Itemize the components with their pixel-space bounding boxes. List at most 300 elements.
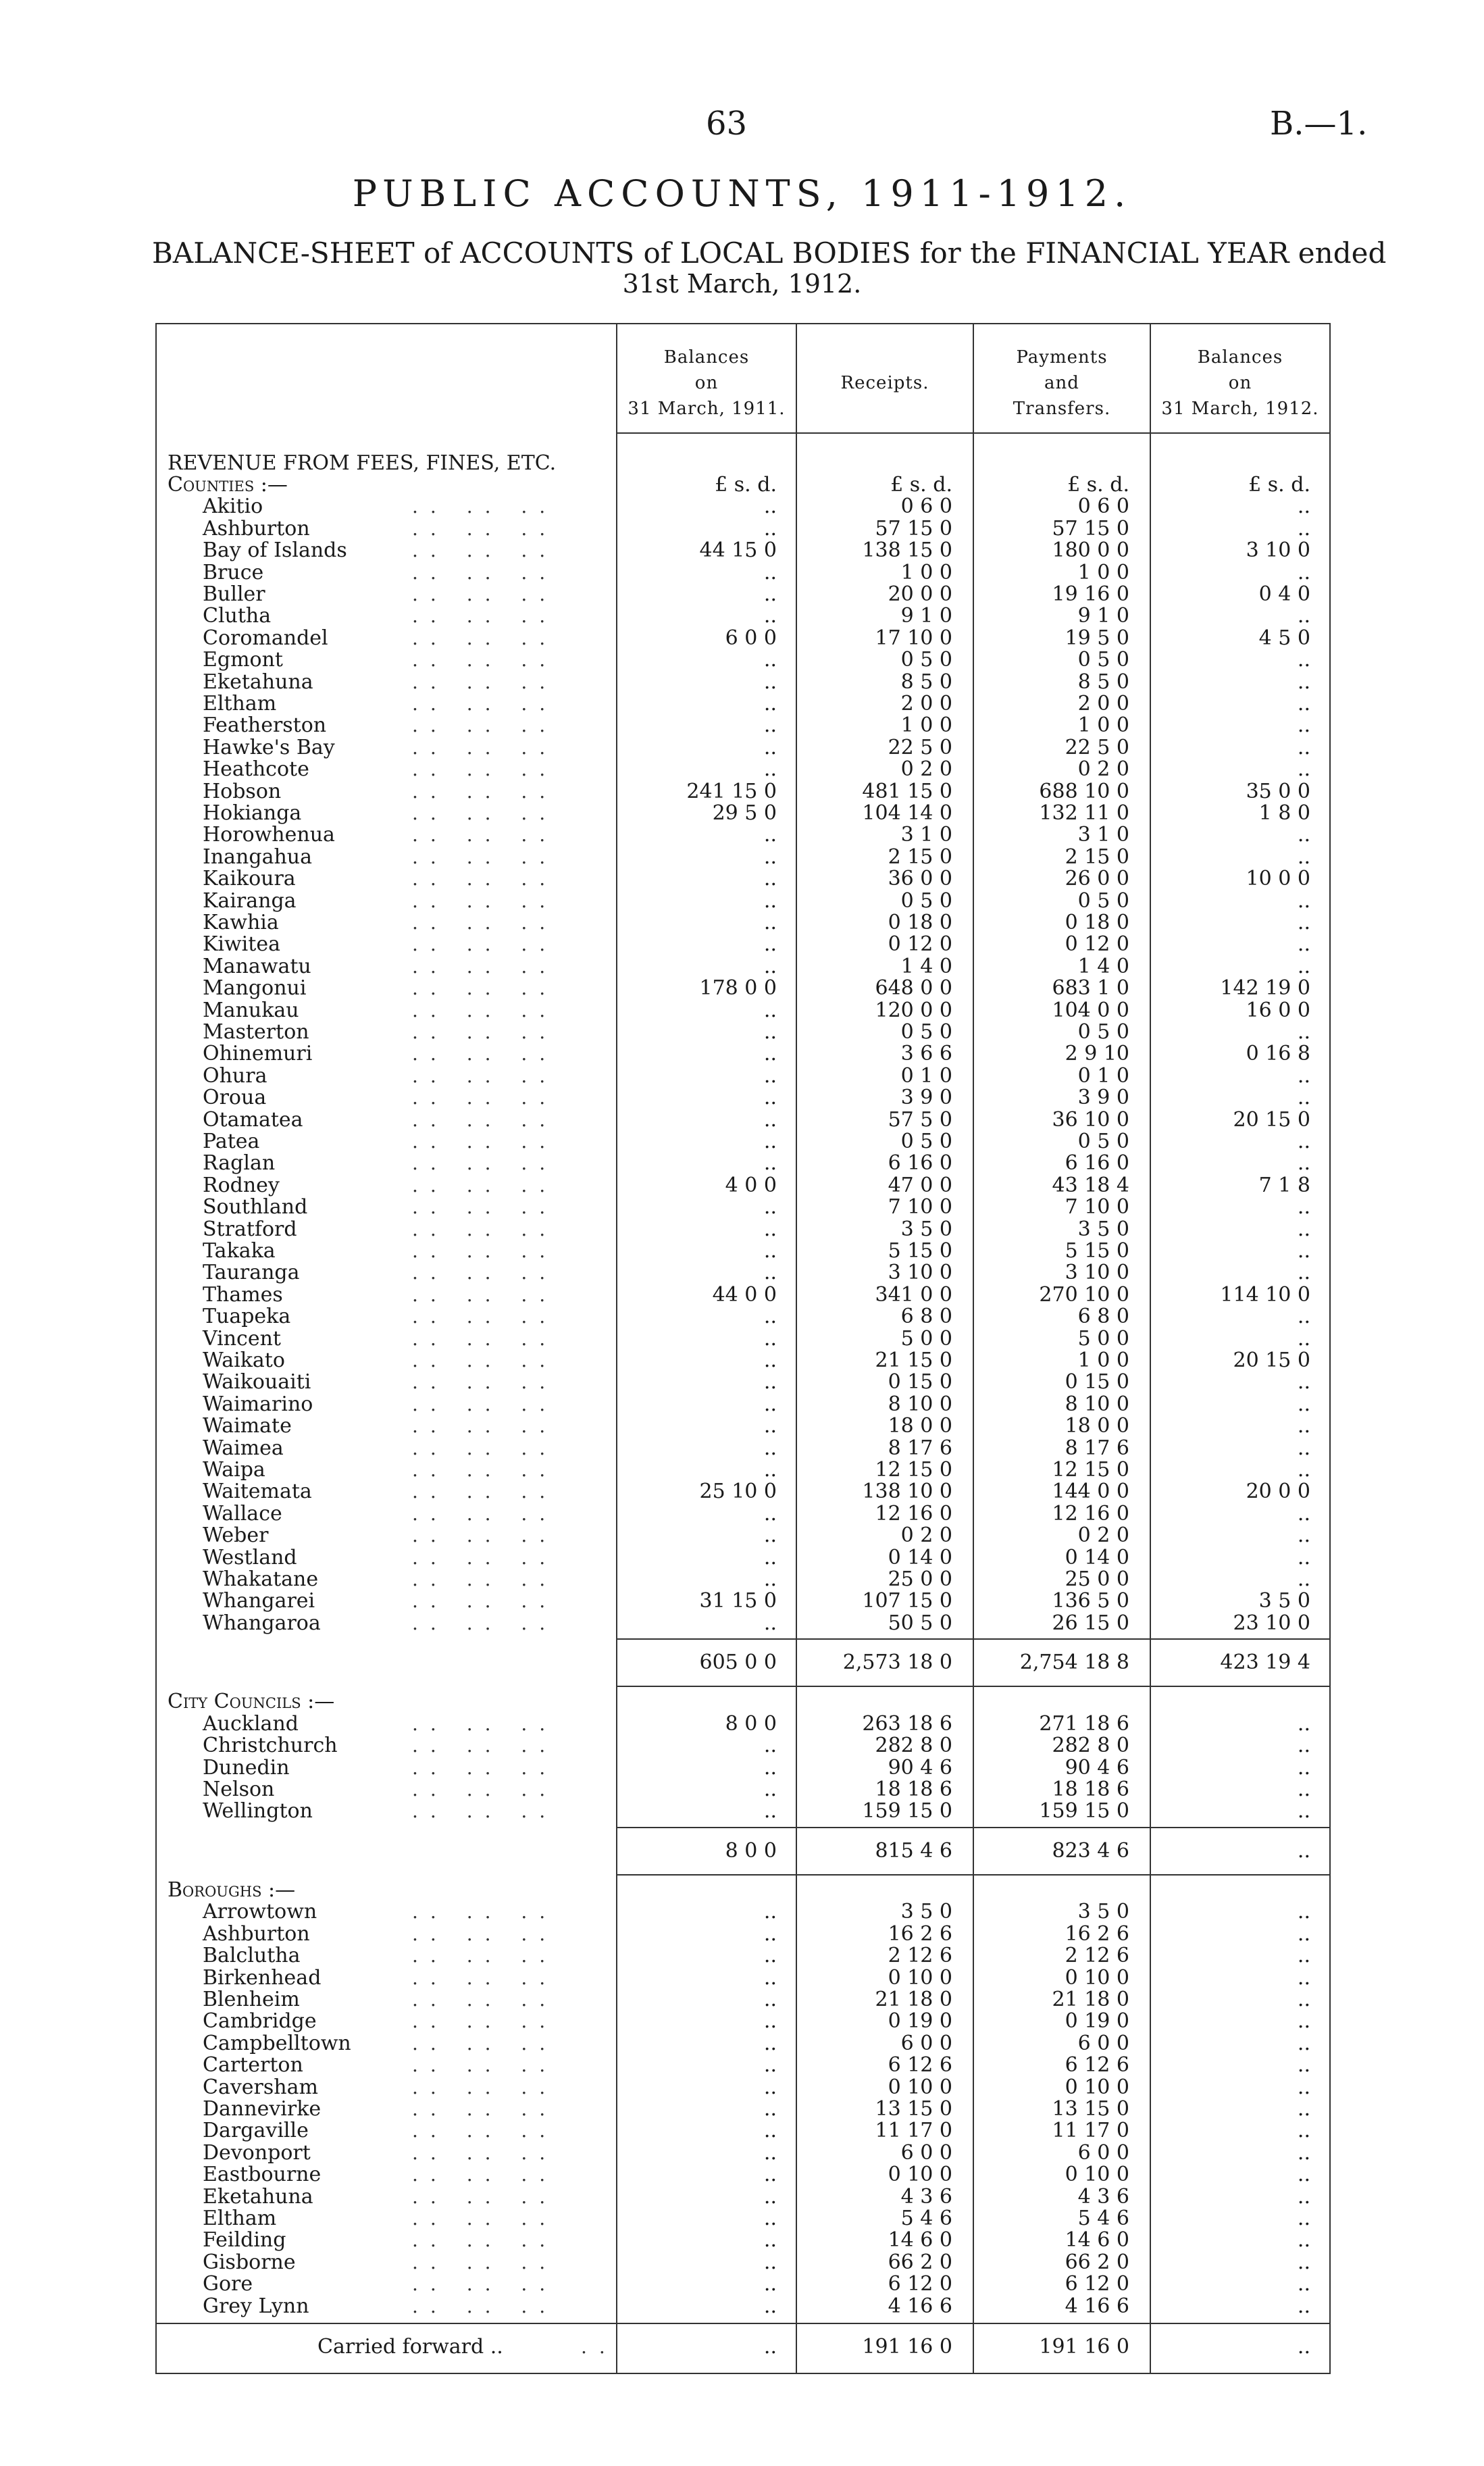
cell-pay: 3 10 0 [1065,1261,1129,1284]
cell-rec: 6 12 6 [888,2053,952,2077]
currency-header: £ s. d. [715,473,777,497]
column-rule-2 [796,323,797,2374]
leader-dots: .. .. .. [412,1261,558,1284]
cell-b12: .. [1297,1151,1310,1175]
carried-rule [155,2323,1331,2324]
cell-pay: 0 19 0 [1065,2009,1129,2033]
leader-dots: .. .. .. [412,1944,558,1967]
cell-pay: 9 1 0 [1077,604,1129,628]
table-row-name: Eltham [203,692,277,715]
cell-rec: 3 5 0 [900,1900,952,1923]
cell-b11: .. [763,1130,777,1153]
cell-pay: 57 15 0 [1052,517,1129,540]
cell-rec: 2 12 6 [888,1944,952,1967]
table-row-name: Kiwitea [203,932,280,956]
cell-b11: .. [763,1988,777,2011]
table-row-name: Arrowtown [203,1900,317,1923]
cell-rec: 341 0 0 [875,1283,952,1307]
cell-b11: 241 15 0 [686,780,777,803]
cell-pay: 6 12 0 [1065,2272,1129,2296]
table-row-name: Raglan [203,1151,276,1175]
cell-rec: 47 0 0 [888,1174,952,1197]
cell-pay: 2 0 0 [1077,692,1129,715]
cell-rec: 0 1 0 [900,1064,952,1088]
cell-b12: 20 0 0 [1246,1480,1310,1503]
cell-b11: .. [763,495,777,518]
cell-b11: 44 0 0 [712,1283,777,1307]
cell-rec: 0 18 0 [888,911,952,934]
cell-b12: .. [1297,1458,1310,1482]
cell-pay: 13 15 0 [1052,2097,1129,2121]
cell-rec: 0 19 0 [888,2009,952,2033]
table-row-name: Dunedin [203,1756,290,1780]
cell-rec: 648 0 0 [875,976,952,1000]
table-row-name: Bay of Islands [203,538,347,562]
cell-b12: .. [1297,1546,1310,1569]
cell-rec: 3 10 0 [888,1261,952,1284]
table-row-name: Westland [203,1546,297,1569]
cell-b11: .. [763,1217,777,1241]
cell-b12: 114 10 0 [1220,1283,1310,1307]
cell-rec: 3 6 6 [900,1042,952,1065]
leader-dots: .. .. .. [412,2098,558,2120]
cell-b11: .. [763,955,777,978]
cell-pay: 6 0 0 [1077,2141,1129,2165]
cell-b12: 23 10 0 [1233,1611,1310,1635]
cell-rec: 4 16 6 [888,2294,952,2318]
cell-pay: 8 10 0 [1065,1392,1129,1416]
cell-b12: .. [1297,1086,1310,1109]
cell-b12: .. [1297,1436,1310,1460]
cell-b11: .. [763,713,777,737]
cell-pay: 1 0 0 [1077,1349,1129,1372]
cell-b12: .. [1297,713,1310,737]
leader-dots: .. .. .. [412,736,558,759]
header-line: Balances [663,347,750,368]
cell-b11: .. [763,999,777,1022]
cell-rec: 12 15 0 [875,1458,952,1482]
cell-b11: .. [763,2141,777,2165]
cell-b12: .. [1297,561,1310,584]
table-row-name: Eastbourne [203,2163,322,2186]
header-line: 31 March, 1911. [628,399,786,419]
cell-b11: .. [763,1436,777,1460]
cell-b12: .. [1297,1756,1310,1780]
group-heading: Boroughs :— [168,1878,296,1902]
cell-pay: 6 12 6 [1065,2053,1129,2077]
cell-rec: 0 2 0 [900,1524,952,1547]
cell-b12: .. [1297,2207,1310,2230]
cell-pay: 270 10 0 [1039,1283,1129,1307]
cell-b11: .. [763,2207,777,2230]
header-line: Payments [1016,347,1108,368]
cell-b12: .. [1297,932,1310,956]
table-row-name: Horowhenua [203,823,335,847]
leader-dots: .. .. .. [412,1568,558,1590]
table-row-name: Caversham [203,2075,318,2099]
cell-b11: .. [763,1734,777,1757]
leader-dots: .. .. .. [412,1305,558,1328]
cell-rec: 0 5 0 [900,648,952,672]
cell-rec: 1 0 0 [900,713,952,737]
currency-header: £ s. d. [890,473,952,497]
table-row-name: Cambridge [203,2009,317,2033]
cell-b12: 3 5 0 [1258,1589,1310,1613]
leader-dots: .. .. .. [412,1901,558,1923]
table-row-name: Tuapeka [203,1305,291,1328]
table-row-name: Kawhia [203,911,279,934]
table-row-name: Takaka [203,1239,276,1263]
leader-dots: .. .. .. [412,1967,558,1989]
leader-dots: .. .. .. [412,649,558,671]
leader-dots: .. .. .. [412,2010,558,2032]
table-row-name: Bruce [203,561,264,584]
cell-b12: .. [1297,2250,1310,2274]
cell-b12: .. [1297,1799,1310,1823]
subtitle-line-2: 31st March, 1912. [622,269,862,299]
cell-b11: 605 0 0 [699,1651,777,1674]
currency-header: £ s. d. [1067,473,1129,497]
cell-b11: 31 15 0 [699,1589,777,1613]
cell-rec: 1 0 0 [900,561,952,584]
table-row-name: Stratford [203,1217,297,1241]
cell-rec: 8 10 0 [888,1392,952,1416]
cell-rec: 0 10 0 [888,1966,952,1990]
table-row-name: Rodney [203,1174,280,1197]
subtotal-rule-lower [616,1686,1331,1687]
table-row-name: Waimarino [203,1392,313,1416]
table-row-name: Tauranga [203,1261,300,1284]
leader-dots: .. .. .. [412,1437,558,1459]
cell-b11: .. [763,648,777,672]
cell-b12: .. [1297,1195,1310,1219]
leader-dots: .. .. .. [412,1590,558,1612]
cell-b11: .. [763,1524,777,1547]
leader-dots: .. .. .. [412,1546,558,1569]
header-line: on [694,373,719,393]
cell-b12: .. [1297,1712,1310,1736]
cell-b11: .. [763,1305,777,1328]
table-row-name: Grey Lynn [203,2294,309,2318]
cell-b11: .. [763,1611,777,1635]
cell-b12: .. [1297,1524,1310,1547]
header-rule [616,432,1331,434]
cell-pay: 43 18 4 [1052,1174,1129,1197]
leader-dots: .. .. .. [412,2163,558,2186]
cell-b12: 0 16 8 [1246,1042,1310,1065]
cell-pay: 18 18 6 [1052,1778,1129,1801]
leader-dots: .. .. .. [412,2273,558,2295]
cell-pay: 0 2 0 [1077,757,1129,781]
table-row-name: Egmont [203,648,283,672]
cell-pay: 2 15 0 [1065,845,1129,869]
table-row-name: Wellington [203,1799,313,1823]
leader-dots: .. .. .. [412,802,558,824]
column-rule-1 [616,323,617,2374]
cell-b11: .. [763,670,777,694]
table-row-name: Wallace [203,1502,282,1526]
cell-rec: 5 4 6 [900,2207,952,2230]
cell-pay: 0 5 0 [1077,1130,1129,1153]
cell-b11: .. [763,692,777,715]
cell-pay: 6 0 0 [1077,2032,1129,2055]
cell-b11: .. [763,604,777,628]
table-row-name: Eketahuna [203,2185,313,2209]
cell-pay: 36 10 0 [1052,1108,1129,1132]
cell-b12: .. [1297,1020,1310,1044]
table-row-name: Eketahuna [203,670,313,694]
cell-pay: 683 1 0 [1052,976,1129,1000]
column-rule-3 [973,323,974,2374]
cell-pay: 1 0 0 [1077,561,1129,584]
header-line: 31 March, 1912. [1161,399,1319,419]
cell-b12: .. [1297,1261,1310,1284]
leader-dots: .. .. .. [412,955,558,978]
cell-b12: .. [1297,1217,1310,1241]
cell-b12: .. [1297,1900,1310,1923]
leader-dots: .. .. .. [412,867,558,890]
cell-pay: 0 14 0 [1065,1546,1129,1569]
leader-dots: .. .. .. [412,1109,558,1131]
cell-rec: 22 5 0 [888,736,952,759]
cell-rec: 191 16 0 [862,2335,952,2359]
cell-rec: 0 12 0 [888,932,952,956]
cell-b11: .. [763,2250,777,2274]
table-row-name: Manawatu [203,955,311,978]
leader-dots: .. .. .. [412,2054,558,2076]
cell-rec: 57 15 0 [875,517,952,540]
leader-dots: .. .. .. [412,911,558,934]
cell-b12: .. [1297,648,1310,672]
leader-dots: .. .. .. [412,1800,558,1822]
column-header-balances-1911 [617,345,796,422]
table-row-name: Hawke's Bay [203,736,335,759]
cell-b12: .. [1297,2075,1310,2099]
cell-b12: .. [1297,911,1310,934]
cell-pay: 2 12 6 [1065,1944,1129,1967]
table-row-name: Inangahua [203,845,312,869]
leader-dots: .. .. .. [412,1778,558,1801]
leader-dots: .. .. .. [412,671,558,693]
cell-rec: 4 3 6 [900,2185,952,2209]
cell-pay: 0 2 0 [1077,1524,1129,1547]
cell-b12: .. [1297,1778,1310,1801]
cell-rec: 6 12 0 [888,2272,952,2296]
table-row-name: Birkenhead [203,1966,322,1990]
cell-rec: 50 5 0 [888,1611,952,1635]
cell-b12: .. [1297,2141,1310,2165]
cell-b12: .. [1297,2294,1310,2318]
cell-b12: .. [1297,736,1310,759]
leader-dots: .. .. .. [412,1174,558,1197]
cell-rec: 7 10 0 [888,1195,952,1219]
cell-pay: 11 17 0 [1052,2119,1129,2142]
cell-rec: 13 15 0 [875,2097,952,2121]
cell-b11: .. [763,1458,777,1482]
leader-dots: .. .. .. [412,890,558,912]
cell-b12: .. [1297,1064,1310,1088]
leader-dots: .. .. .. [412,627,558,649]
cell-b12: .. [1297,1370,1310,1394]
cell-rec: 1 4 0 [900,955,952,978]
table-row-name: Gore [203,2272,253,2296]
table-row-name: Kairanga [203,889,297,913]
cell-b11: 6 0 0 [725,626,777,650]
cell-b11: .. [763,1239,777,1263]
table-row-name: Waimea [203,1436,284,1460]
cell-pay: 26 15 0 [1052,1611,1129,1635]
table-row-name: Blenheim [203,1988,300,2011]
leader-dots: .. .. .. [412,1349,558,1372]
leader-dots: .. .. .. [412,977,558,999]
leader-dots: .. .. .. [412,758,558,780]
page-number: 63 [706,105,748,143]
page-title: PUBLIC ACCOUNTS, 1911-1912. [352,172,1132,215]
cell-rec: 0 2 0 [900,757,952,781]
table-row-name: Nelson [203,1778,275,1801]
header-line: on [1228,373,1252,393]
cell-b11: .. [763,1195,777,1219]
cell-b12: 20 15 0 [1233,1108,1310,1132]
table-row-name: Carterton [203,2053,303,2077]
carried-forward-label: Carried forward .. [317,2335,503,2359]
cell-pay: 26 0 0 [1065,867,1129,890]
table-row-name: Coromandel [203,626,328,650]
cell-b11: .. [763,757,777,781]
cell-b12: .. [1297,1922,1310,1946]
table-row-name: Gisborne [203,2250,296,2274]
cell-rec: 282 8 0 [875,1734,952,1757]
leader-dots: .. .. .. [412,1612,558,1634]
cell-b12: .. [1297,2228,1310,2252]
table-row-name: Dannevirke [203,2097,322,2121]
cell-b11: 25 10 0 [699,1480,777,1503]
cell-pay: 18 0 0 [1065,1414,1129,1438]
cell-pay: 144 0 0 [1052,1480,1129,1503]
cell-b11: .. [763,736,777,759]
header-line: and [1044,373,1079,393]
table-row-name: Weber [203,1524,269,1547]
header-line [797,345,973,370]
leader-dots: .. .. .. [412,561,558,584]
cell-b12: .. [1297,1130,1310,1153]
cell-b12: 1 8 0 [1258,801,1310,825]
table-row-name: Whangaroa [203,1611,321,1635]
cell-b11: .. [763,561,777,584]
cell-b11: .. [763,2294,777,2318]
table-row-name: Auckland [203,1712,299,1736]
cell-b12: .. [1297,955,1310,978]
cell-b11: .. [763,1020,777,1044]
cell-b11: .. [763,517,777,540]
cell-b12: .. [1297,495,1310,518]
table-row-name: Kaikoura [203,867,296,890]
cell-pay: 104 0 0 [1052,999,1129,1022]
cell-b11: 44 15 0 [699,538,777,562]
leader-dots: .. .. .. [412,1524,558,1546]
cell-rec: 3 1 0 [900,823,952,847]
table-row-name: Akitio [203,495,263,518]
table-row-name: Ohura [203,1064,267,1088]
leader-dots: .. .. .. [412,518,558,540]
cell-b12: .. [1297,2119,1310,2142]
leader-dots: .. .. .. [412,1065,558,1087]
table-row-name: Ohinemuri [203,1042,313,1065]
cell-b11: .. [763,1151,777,1175]
cell-pay: 16 2 6 [1065,1922,1129,1946]
leader-dots: .. .. .. [412,2186,558,2208]
cell-rec: 6 16 0 [888,1151,952,1175]
leader-dots: .. .. .. [412,1713,558,1735]
table-row-name: Christchurch [203,1734,338,1757]
table-row-name: Masterton [203,1020,309,1044]
table-row-name: Oroua [203,1086,267,1109]
cell-pay: 2 9 10 [1065,1042,1129,1065]
cell-b11: .. [763,2185,777,2209]
cell-pay: 0 5 0 [1077,648,1129,672]
cell-b11: .. [763,582,777,606]
group-heading: City Councils :— [168,1690,335,1713]
column-header-receipts [797,345,973,396]
cell-b11: .. [763,1414,777,1438]
cell-pay: 0 10 0 [1065,2163,1129,2186]
subtitle-line-1: BALANCE-SHEET of ACCOUNTS of LOCAL BODIES for the FINANCIAL YEAR ended [152,236,1387,270]
cell-pay: 159 15 0 [1039,1799,1129,1823]
cell-b11: .. [763,2228,777,2252]
cell-pay: 282 8 0 [1052,1734,1129,1757]
table-row-name: Ashburton [203,517,310,540]
cell-b12: 20 15 0 [1233,1349,1310,1372]
cell-b12: .. [1297,1239,1310,1263]
cell-rec: 3 5 0 [900,1217,952,1241]
table-row-name: Ashburton [203,1922,310,1946]
cell-pay: 136 5 0 [1052,1589,1129,1613]
cell-pay: 0 1 0 [1077,1064,1129,1088]
leader-dots: .. .. .. [412,1415,558,1437]
cell-b12: 7 1 8 [1258,1174,1310,1197]
cell-pay: 90 4 6 [1065,1756,1129,1780]
cell-rec: 18 0 0 [888,1414,952,1438]
cell-rec: 0 5 0 [900,889,952,913]
leader-dots: .. .. .. [412,1393,558,1415]
cell-rec: 0 5 0 [900,1130,952,1153]
cell-b11: .. [763,1349,777,1372]
leader-dots: .. .. .. [412,1923,558,1945]
leader-dots: .. .. .. [412,1196,558,1218]
table-row-name: Vincent [203,1327,281,1351]
cell-pay: 8 17 6 [1065,1436,1129,1460]
column-header-balances-1912 [1151,345,1329,422]
header-line: Transfers. [1013,399,1111,419]
table-row-name: Buller [203,582,265,606]
cell-b11: .. [763,1944,777,1967]
table-row-name: Waitemata [203,1480,312,1503]
cell-rec: 6 0 0 [900,2141,952,2165]
cell-rec: 8 5 0 [900,670,952,694]
cell-rec: 21 15 0 [875,1349,952,1372]
table-row-name: Feilding [203,2228,286,2252]
cell-pay: 12 16 0 [1052,1502,1129,1526]
cell-b11: .. [763,1327,777,1351]
cell-b12: 4 5 0 [1258,626,1310,650]
cell-rec: 3 9 0 [900,1086,952,1109]
table-row-name: Waikouaiti [203,1370,311,1394]
cell-b12: 3 10 0 [1246,538,1310,562]
cell-rec: 20 0 0 [888,582,952,606]
leader-dots: .. .. .. [412,1042,558,1065]
cell-b11: .. [763,1502,777,1526]
cell-pay: 7 10 0 [1065,1195,1129,1219]
